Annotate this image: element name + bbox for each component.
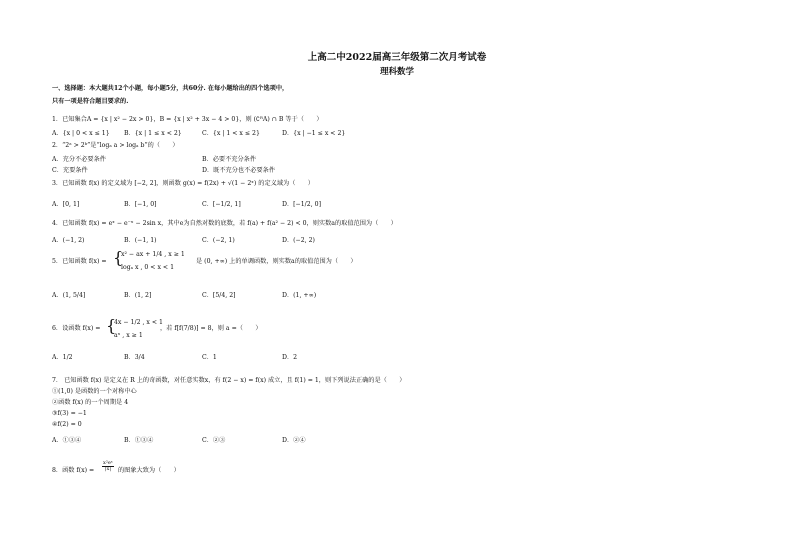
q1-option-c: C．{x | 1 < x ≤ 2} bbox=[202, 130, 260, 137]
question-6-stem-a: 6．设函数 f(x) = bbox=[52, 325, 101, 332]
q2-option-d: D．既不充分也不必要条件 bbox=[202, 167, 276, 174]
exam-title: 上高二中2022届高三年级第二次月考试卷 bbox=[307, 52, 487, 63]
q4-option-d: D．(−2, 2) bbox=[282, 237, 315, 244]
q8-fraction bbox=[102, 461, 114, 472]
q6-option-b: B．3/4 bbox=[124, 354, 145, 361]
q4-option-b: B．(−1, 1) bbox=[124, 237, 157, 244]
q6-option-d: D．2 bbox=[282, 354, 298, 361]
q5-option-c: C．[5/4, 2] bbox=[202, 292, 236, 299]
q4-option-a: A．(−1, 2) bbox=[52, 237, 85, 244]
q6-brace: { bbox=[106, 316, 117, 335]
q7-item-3: ③f(3) = −1 bbox=[52, 410, 87, 417]
q7-option-d: D．②④ bbox=[282, 437, 306, 444]
q7-option-c: C．②③ bbox=[202, 437, 226, 444]
q1-option-b: B．{x | 1 ≤ x < 2} bbox=[124, 130, 182, 137]
q6-option-a: A．1/2 bbox=[52, 354, 73, 361]
q6-option-c: C．1 bbox=[202, 354, 217, 361]
q7-item-2: ②函数 f(x) 的一个周期是 4 bbox=[52, 399, 129, 406]
section-heading: 一、选择题：本大题共12个小题，每小题5分，共60分. 在每小题给出的四个选项中， bbox=[52, 85, 289, 92]
question-4-stem: 4．已知函数 f(x) = eˣ − e⁻ˣ − 2sin x，其中e为自然对数的底数，若 f(a) + f(a² − 2) < 0，则实数a的取值范围为（ ） bbox=[52, 220, 397, 227]
q2-option-b: B．必要不充分条件 bbox=[202, 156, 257, 163]
q6-piece-1: 4x − 1/2 , x < 1 bbox=[114, 319, 163, 326]
q5-brace: { bbox=[113, 248, 124, 267]
q6-piece-2: aˣ , x ≥ 1 bbox=[114, 332, 143, 339]
q5-piece-1: x² − ax + 1/4 , x ≥ 1 bbox=[121, 251, 185, 258]
question-2-stem: 2．“2ᵃ > 2ᵇ”是“logₐ a > logₐ b”的（ ） bbox=[52, 142, 179, 149]
question-5-stem-b: 是 (0, +∞) 上的单调函数，则实数a的取值范围为（ ） bbox=[196, 258, 357, 265]
question-5-stem-a: 5．已知函数 f(x) = bbox=[52, 258, 107, 265]
q3-option-c: C．[−1/2, 1] bbox=[202, 201, 241, 208]
question-7-stem: 7． 已知函数 f(x) 是定义在 R 上的奇函数，对任意实数x，有 f(2 − x) = f(x) 成立，且 f(1) = 1，则下列说法正确的是（ ） bbox=[52, 377, 406, 384]
q8-fraction-body bbox=[102, 461, 114, 472]
q5-piece-2: logₐ x , 0 < x < 1 bbox=[121, 264, 175, 271]
q1-option-d: D．{x | −1 ≤ x < 2} bbox=[282, 130, 346, 137]
question-8-stem-a: 8．函数 f(x) = bbox=[52, 467, 95, 474]
q7-item-1: ①(1,0) 是函数的一个对称中心 bbox=[52, 388, 137, 395]
q8-denominator: |x| bbox=[104, 466, 112, 472]
q3-option-b: B．[−1, 0] bbox=[124, 201, 157, 208]
q7-option-a: A．①③④ bbox=[52, 437, 82, 444]
question-1-stem: 1．已知集合A = {x | x² − 2x > 0}，B = {x | x² + 3x − 4 > 0}，则 (∁ᴿA) ∩ B 等于（ ） bbox=[52, 116, 323, 123]
exam-subtitle: 理科数学 bbox=[379, 67, 414, 77]
q8-numerator: x²eˣ bbox=[103, 460, 113, 466]
q4-option-c: C．(−2, 1) bbox=[202, 237, 235, 244]
q1-option-a: A．{x | 0 < x ≤ 1} bbox=[52, 130, 110, 137]
question-3-stem: 3．已知函数 f(x) 的定义域为 [−2, 2]，则函数 g(x) = f(2x) + √(1 − 2ˣ) 的定义域为（ ） bbox=[52, 180, 314, 187]
q2-option-c: C．充要条件 bbox=[52, 167, 88, 174]
q3-option-d: D．[−1/2, 0] bbox=[282, 201, 321, 208]
question-6-stem-b: ，若 f[f(7/8)] = 8，则 a =（ ） bbox=[160, 325, 262, 332]
q2-option-a: A．充分不必要条件 bbox=[52, 156, 106, 163]
q7-item-4: ④f(2) = 0 bbox=[52, 421, 82, 428]
q5-option-b: B．(1, 2] bbox=[124, 292, 152, 299]
q5-option-a: A．(1, 5/4] bbox=[52, 292, 86, 299]
section-heading-cont: 只有一项是符合题目要求的. bbox=[52, 98, 129, 105]
q7-option-b: B．①③④ bbox=[124, 437, 154, 444]
q5-option-d: D．(1, +∞) bbox=[282, 292, 317, 299]
question-8-stem-b: 的图象大致为（ ） bbox=[118, 467, 180, 474]
q3-option-a: A．[0, 1] bbox=[52, 201, 80, 208]
